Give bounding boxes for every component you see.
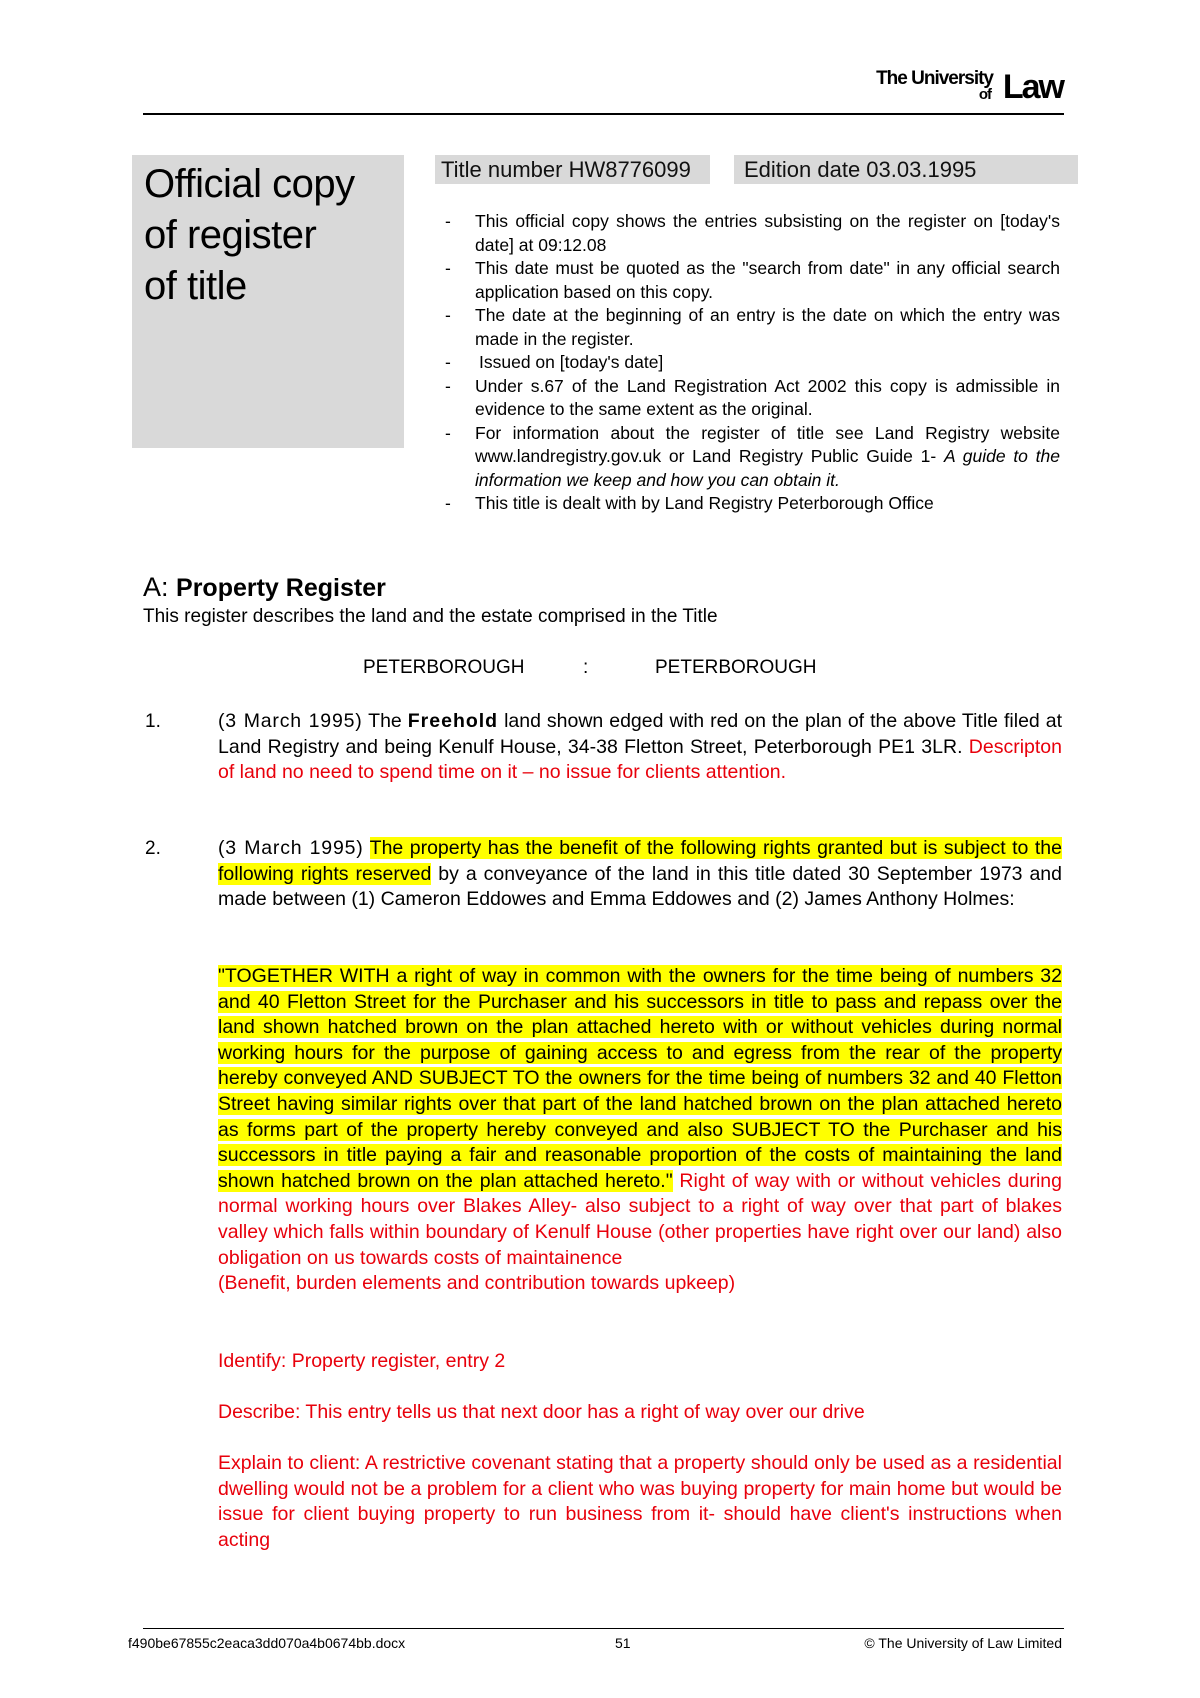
- note-item: - The date at the beginning of an entry is the date on which the entry was made in the register.: [440, 304, 1060, 351]
- note-text: For information about the register of title see Land Registry website www.landregistry.gov.uk or Land Registry Public Guide 1-: [475, 422, 1060, 466]
- logo-text-top: The University: [876, 68, 993, 89]
- title-line-1: Official copy: [144, 162, 355, 206]
- note-item: - This title is dealt with by Land Registry Peterborough Office: [440, 492, 1060, 516]
- logo-text-law: Law: [1002, 68, 1063, 106]
- section-letter: A:: [143, 572, 169, 602]
- section-heading: [143, 570, 386, 605]
- entry-2-part: by a conveyance of the land in this title dated 30 September 1973 and made between (1) Cameron Eddowes and Emma Eddowes and (2) James Anthony Holmes:: [218, 862, 1062, 911]
- describe-note: Describe: This entry tells us that next door has a right of way over our drive: [218, 1401, 865, 1423]
- entry-1-part: The: [362, 710, 408, 732]
- logo-text-of: of: [978, 86, 991, 103]
- note-item: [440, 422, 1060, 493]
- note-item: - This official copy shows the entries subsisting on the register on [today's date] at 09:12.08: [440, 210, 1060, 257]
- note-guide-title: A guide to the information we keep and how you can obtain it.: [475, 446, 1060, 490]
- university-logo: [843, 64, 1063, 106]
- explain-note: Explain to client: A restrictive covenant stating that a property should only be used as a residential dwelling would not be a problem for a client who was buying property for main home but would be issue for client buying property to run business from it- should have client's instructions when acting: [218, 1452, 1062, 1551]
- footer-filename: f490be67855c2eaca3dd070a4b0674bb.docx: [128, 1635, 406, 1651]
- title-line-3: of title: [144, 264, 247, 308]
- header-rule: [143, 113, 1064, 115]
- entry-1-annotation: Descripton of land no need to spend time on it – no issue for clients attention.: [218, 735, 1062, 784]
- note-item: [440, 351, 1060, 375]
- section-subtitle: This register describes the land and the estate comprised in the Title: [143, 606, 718, 627]
- footer-copyright: © The University of Law Limited: [864, 1635, 1062, 1651]
- entry-2-quote-block: [218, 964, 1062, 1297]
- footer-page-number: 51: [615, 1635, 631, 1651]
- entry-2-highlight: The property has the benefit of the following rights granted but is subject to the following rights reserved: [218, 837, 1062, 885]
- entry-2-text: [218, 836, 1062, 913]
- edition-date: Edition date 03.03.1995: [734, 155, 1078, 184]
- note-item: - Under s.67 of the Land Registration Act 2002 this copy is admissible in evidence to the same extent as the original.: [440, 375, 1060, 422]
- entry-1-estate: Freehold: [407, 710, 499, 732]
- entry-1-part: land shown edged with red on the plan of the above Title filed at Land Registry and being Kenulf House, 34-38 Fletton Street, Peterborough PE1 3LR.: [218, 710, 1062, 758]
- notes-list: [440, 210, 1060, 516]
- identify-note: Identify: Property register, entry 2: [218, 1350, 506, 1372]
- title-line-2: of register: [144, 213, 317, 257]
- note-text: Issued on [today's date]: [479, 352, 664, 372]
- document-title: [144, 159, 399, 312]
- entry-1-date: (3 March 1995): [218, 710, 363, 732]
- section-name: Property Register: [176, 574, 386, 602]
- entry-1-text: [218, 709, 1062, 786]
- entry-2-annotation: Right of way with or without vehicles during normal working hours over Blakes Alley- also subject to a right of way over that part of blakes valley which falls within boundary of Kenulf House (other properties have right over our land) also obligation on us towards costs of maintainence: [218, 1169, 1062, 1269]
- entry-2-annotation-note: (Benefit, burden elements and contribution towards upkeep): [218, 1272, 736, 1295]
- entry-2-number: 2.: [145, 838, 161, 859]
- place-right: PETERBOROUGH: [655, 657, 817, 678]
- entry-1-number: 1.: [145, 711, 161, 732]
- entry-2-quote: "TOGETHER WITH a right of way in common with the owners for the time being of numbers 32 and 40 Fletton Street for the Purchaser and his successors in title to pass and repass over the land shown hatched brown on the plan attached hereto with or without vehicles during normal working hours for the purpose of gaining access to and egress from the rear of the property hereby conveyed AND SUBJECT TO the owners for the time being of numbers 32 and 40 Fletton Street having similar rights over that part of the land hatched brown on the plan attached hereto as forms part of the property hereby conveyed and also SUBJECT TO the Purchaser and his successors in title paying a fair and reasonable proportion of the costs of maintaining the land shown hatched brown on the plan attached hereto.": [218, 965, 1062, 1192]
- footer-rule: [143, 1628, 1064, 1629]
- place-left: PETERBOROUGH: [363, 657, 525, 678]
- place-separator: :: [583, 657, 589, 678]
- title-number: Title number HW8776099: [435, 155, 710, 184]
- note-item: - This date must be quoted as the "search from date" in any official search application based on this copy.: [440, 257, 1060, 304]
- entry-2-date: (3 March 1995): [218, 837, 364, 859]
